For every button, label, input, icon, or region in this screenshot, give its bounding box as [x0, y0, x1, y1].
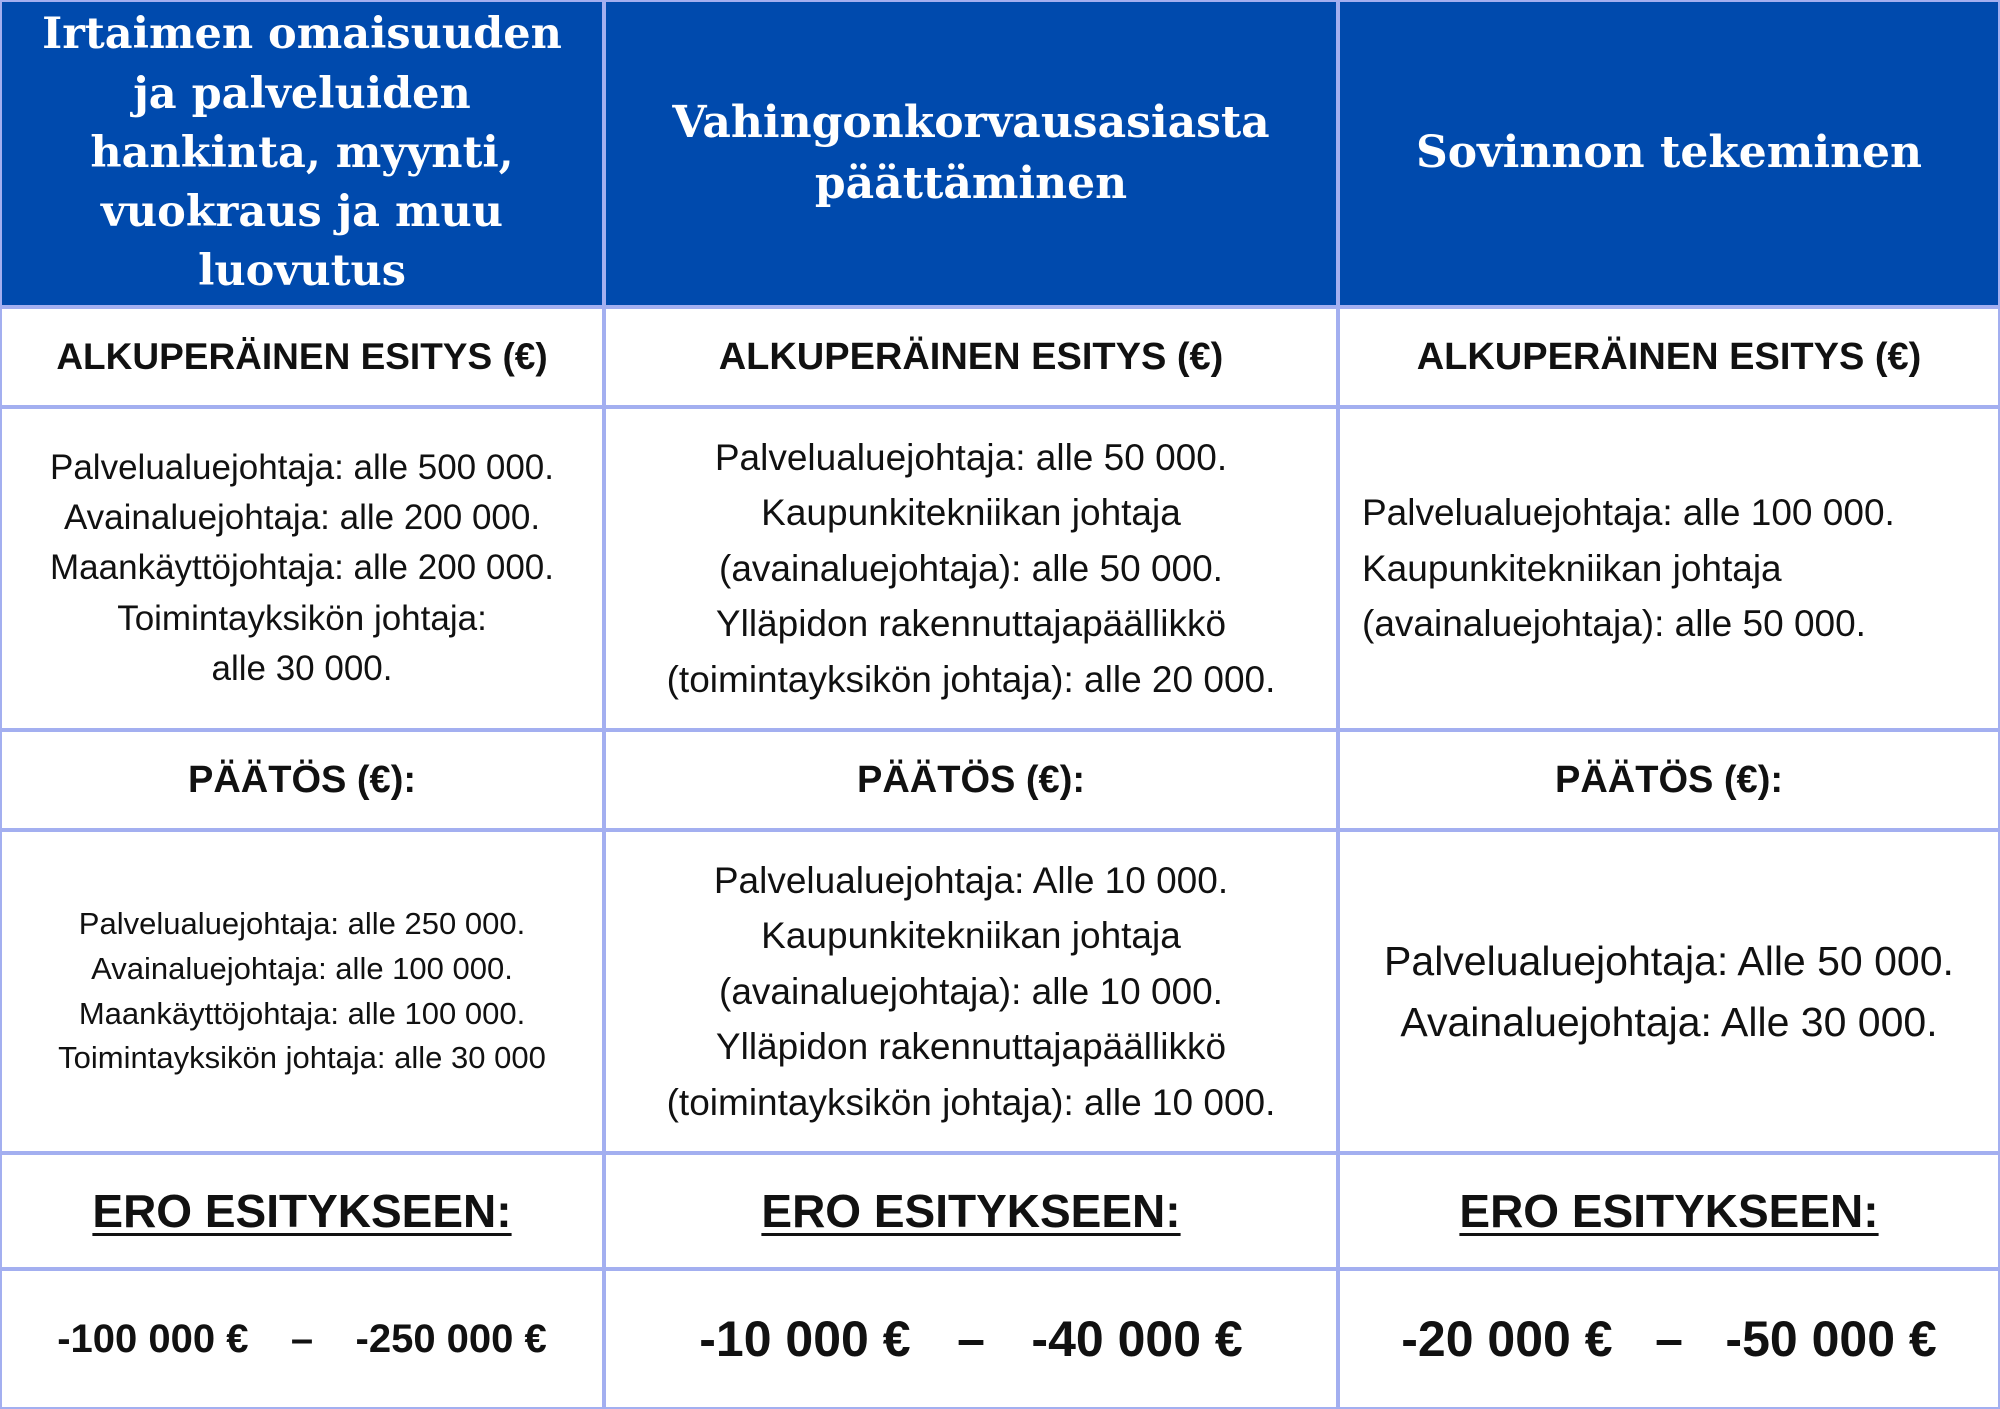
range-dash: – — [290, 1316, 314, 1361]
original-label: ALKUPERÄINEN ESITYS (€) — [0, 307, 604, 407]
original-limits-damages: Palvelualuejohtaja: alle 50 000. Kaupunkitekniikan johtaja (avainaluejohtaja): alle 50 000. Ylläpidon rakennuttajapäällikkö (toimintayksikön johtaja): alle 20 000. — [604, 407, 1338, 730]
decision-limits-settlement: Palvelualuejohtaja: Alle 50 000. Avainaluejohtaja: Alle 30 000. — [1338, 830, 2000, 1153]
decision-label: PÄÄTÖS (€): — [1338, 730, 2000, 830]
range-from: -10 000 € — [699, 1311, 911, 1367]
range-from: -20 000 € — [1401, 1311, 1613, 1367]
header-cell-damages: Vahingonkorvausasiasta päättäminen — [604, 0, 1338, 307]
range-to: -40 000 € — [1031, 1311, 1243, 1367]
original-label: ALKUPERÄINEN ESITYS (€) — [604, 307, 1338, 407]
header-cell-settlement: Sovinnon tekeminen — [1338, 0, 2000, 307]
original-limits-settlement: Palvelualuejohtaja: alle 100 000. Kaupunkitekniikan johtaja (avainaluejohtaja): alle 50 000. — [1338, 407, 2000, 730]
original-limits-movable-property: Palvelualuejohtaja: alle 500 000. Avainaluejohtaja: alle 200 000. Maankäyttöjohtaja: alle 200 000. Toimintayksikön johtaja: alle 30 000. — [0, 407, 604, 730]
range-dash: – — [957, 1311, 985, 1367]
difference-range-damages — [604, 1269, 1338, 1409]
decision-label: PÄÄTÖS (€): — [0, 730, 604, 830]
original-label: ALKUPERÄINEN ESITYS (€) — [1338, 307, 2000, 407]
difference-label — [0, 1153, 604, 1269]
decision-label: PÄÄTÖS (€): — [604, 730, 1338, 830]
difference-range-settlement — [1338, 1269, 2000, 1409]
range-to: -250 000 € — [355, 1316, 547, 1361]
range-to: -50 000 € — [1725, 1311, 1937, 1367]
decision-limits-damages: Palvelualuejohtaja: Alle 10 000. Kaupunkitekniikan johtaja (avainaluejohtaja): alle 10 000. Ylläpidon rakennuttajapäällikkö (toimintayksikön johtaja): alle 10 000. — [604, 830, 1338, 1153]
range-from: -100 000 € — [57, 1316, 249, 1361]
range-dash: – — [1655, 1311, 1683, 1367]
header-cell-movable-property: Irtaimen omaisuuden ja palveluiden hankinta, myynti, vuokraus ja muu luovutus — [0, 0, 604, 307]
decision-limits-movable-property: Palvelualuejohtaja: alle 250 000. Avainaluejohtaja: alle 100 000. Maankäyttöjohtaja: alle 100 000. Toimintayksikön johtaja: alle 30 000 — [0, 830, 604, 1153]
difference-label-text: ERO ESITYKSEEN: — [92, 1185, 512, 1237]
difference-range-movable-property — [0, 1269, 604, 1409]
difference-label — [604, 1153, 1338, 1269]
difference-label-text: ERO ESITYKSEEN: — [1459, 1185, 1879, 1237]
difference-label — [1338, 1153, 2000, 1269]
difference-label-text: ERO ESITYKSEEN: — [761, 1185, 1181, 1237]
